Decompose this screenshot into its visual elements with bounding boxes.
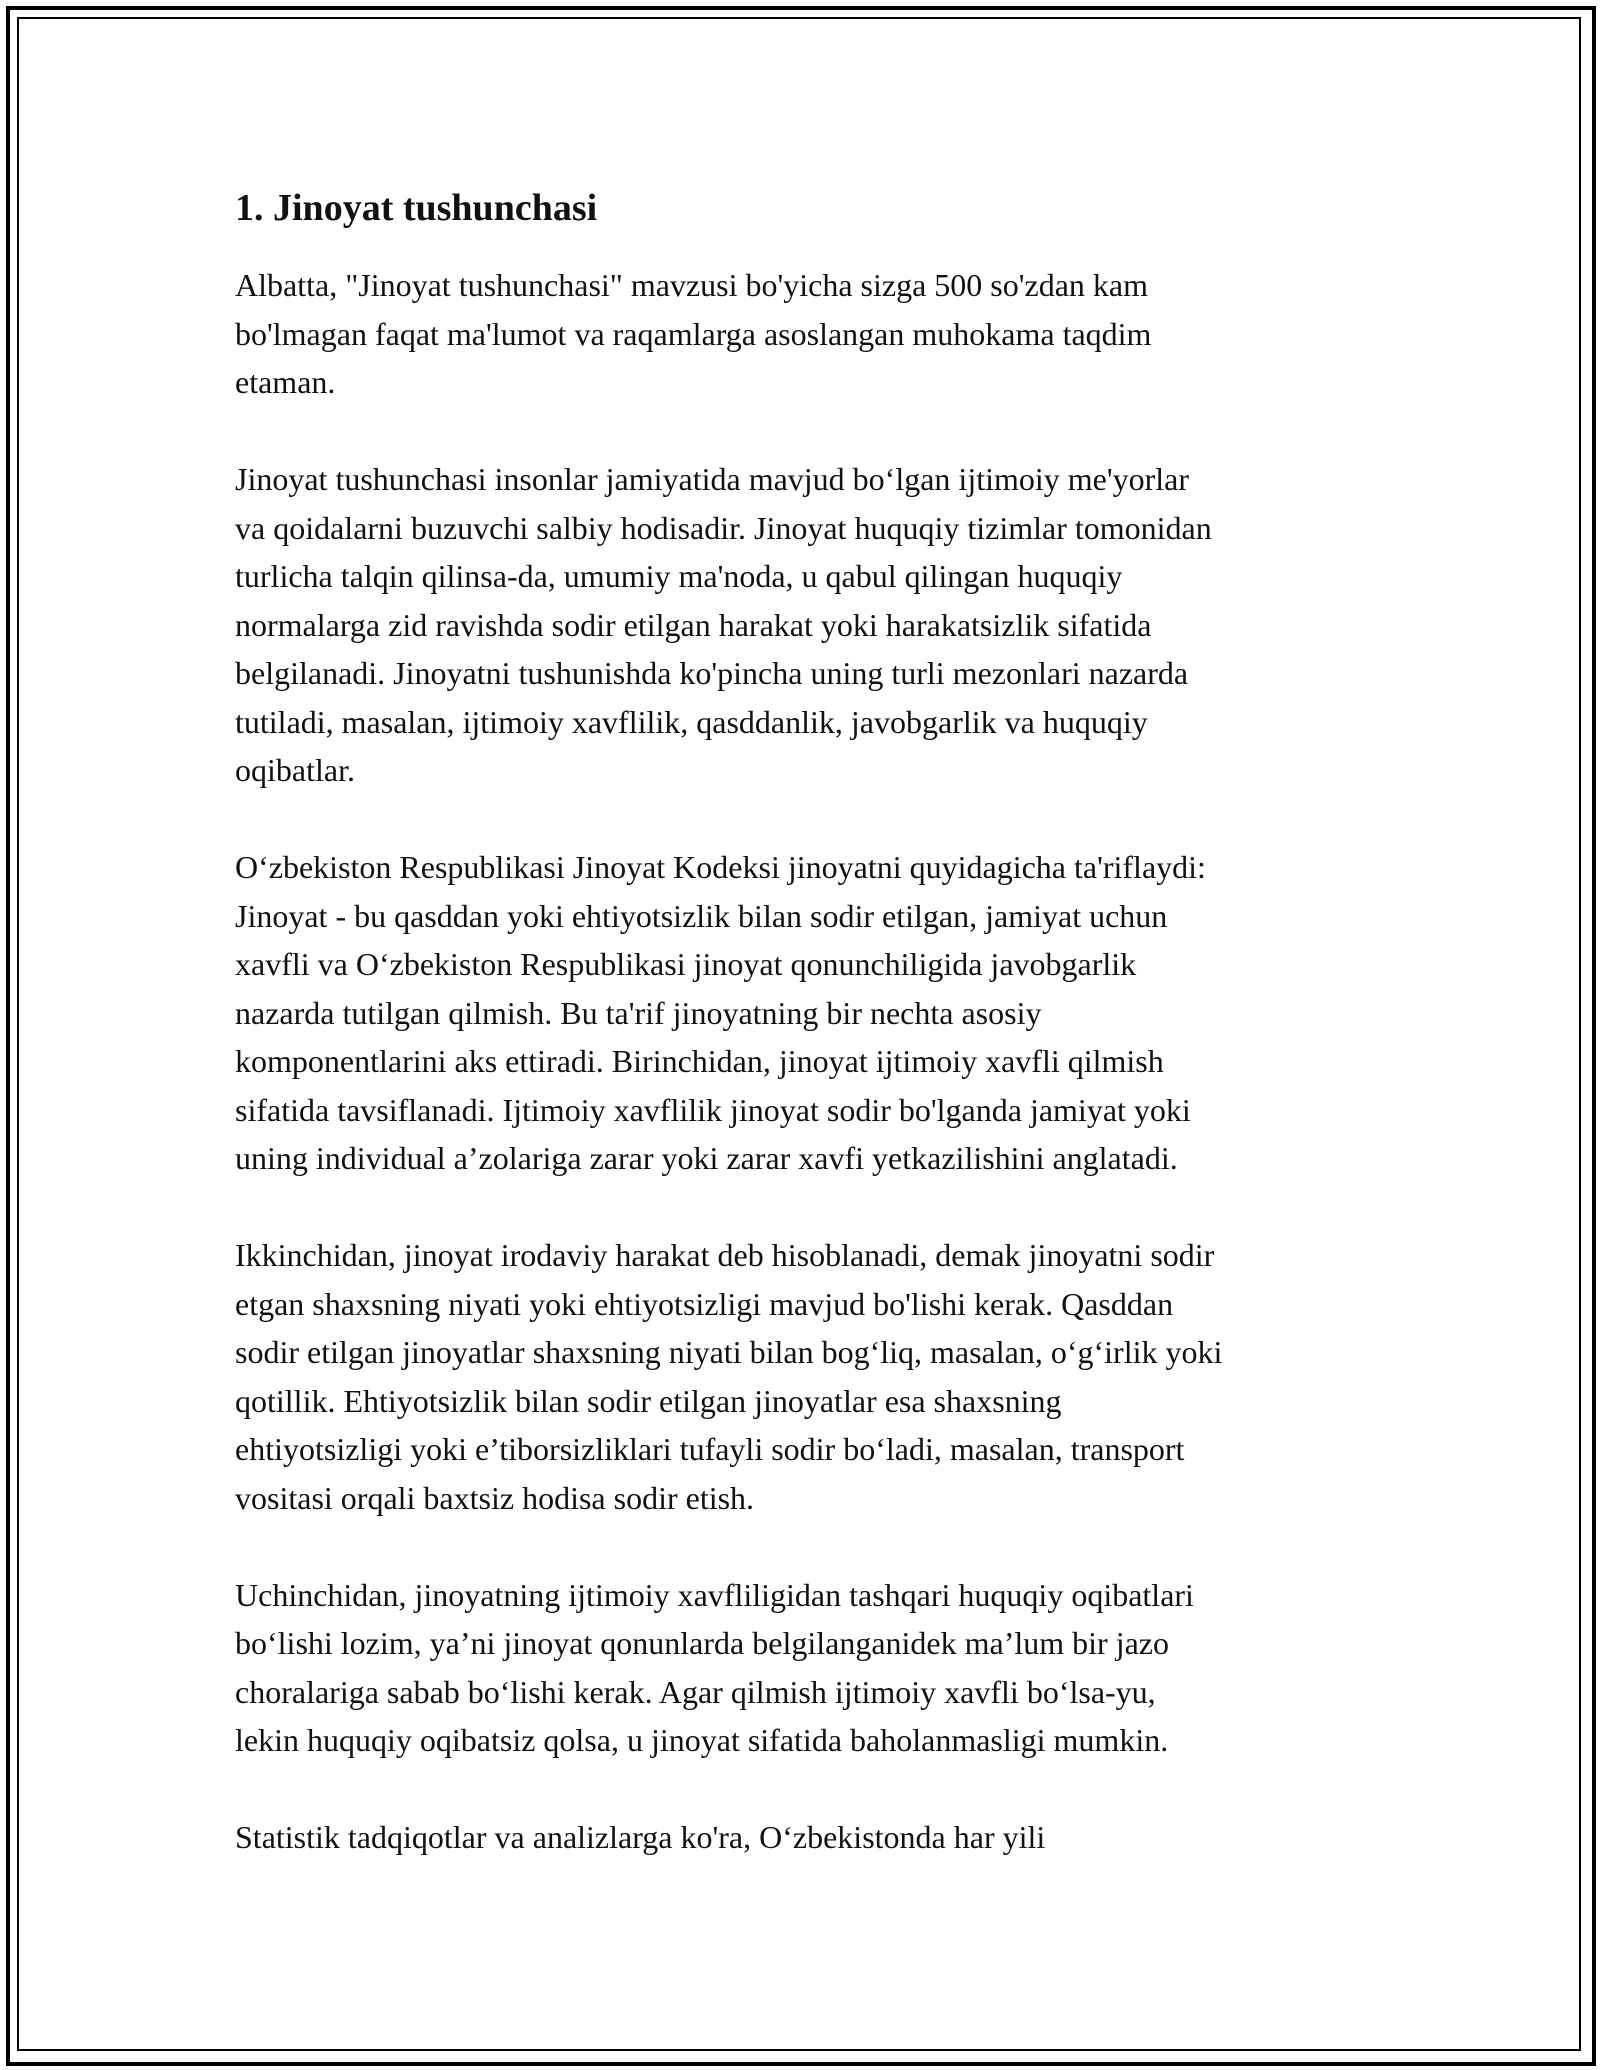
paragraph-intro: Albatta, "Jinoyat tushunchasi" mavzusi bo'yicha sizga 500 so'zdan kam bo'lmagan faqat ma'lumot va raqamlarga asoslangan muhokama taqdim etaman.	[235, 267, 1152, 401]
paragraph-volitional-act: Ikkinchidan, jinoyat irodaviy harakat deb hisoblanadi, demak jinoyatni sodir etgan shaxsning niyati yoki ehtiyotsizligi mavjud bo'lishi kerak. Qasddan sodir etilgan jinoyatlar shaxsning niyati bilan bog‘liq, masalan, o‘g‘irlik yoki qotillik. Ehtiyotsizlik bilan sodir etilgan jinoyatlar esa shaxsning ehtiyotsizligi yoki e’tiborsizliklari tufayli sodir bo‘ladi, masalan, transport vositasi orqali baxtsiz hodisa sodir etish.	[235, 1237, 1223, 1516]
paragraph-criminal-code-definition: O‘zbekiston Respublikasi Jinoyat Kodeksi jinoyatni quyidagicha ta'riflaydi: Jinoyat - bu qasddan yoki ehtiyotsizlik bilan sodir etilgan, jamiyat uchun xavfli va O‘zbekiston Respublikasi jinoyat qonunchiligida javobgarlik nazarda tutilgan qilmish. Bu ta'rif jinoyatning bir nechta asosiy komponentlarini aks ettiradi. Birinchidan, jinoyat ijtimoiy xavfli qilmish sifatida tavsiflanadi. Ijtimoiy xavflilik jinoyat sodir bo'lganda jamiyat yoki uning individual a’zolariga zarar yoki zarar xavfi yetkazilishini anglatadi.	[235, 849, 1206, 1177]
section-heading: 1. Jinoyat tushunchasi	[235, 187, 598, 229]
paragraph-statistics: Statistik tadqiqotlar va analizlarga ko'ra, O‘zbekistonda har yili	[235, 1819, 1046, 1856]
paragraph-legal-consequences: Uchinchidan, jinoyatning ijtimoiy xavfliligidan tashqari huquqiy oqibatlari bo‘lishi lozim, ya’ni jinoyat qonunlarda belgilanganidek ma’lum bir jazo choralariga sabab bo‘lishi kerak. Agar qilmish ijtimoiy xavfli bo‘lsa-yu, lekin huquqiy oqibatsiz qolsa, u jinoyat sifatida baholanmasligi mumkin.	[235, 1576, 1194, 1759]
paragraph-crime-concept: Jinoyat tushunchasi insonlar jamiyatida mavjud bo‘lgan ijtimoiy me'yorlar va qoidalarni buzuvchi salbiy hodisadir. Jinoyat huquqiy tizimlar tomonidan turlicha talqin qilinsa-da, umumiy ma'noda, u qabul qilingan huquqiy normalarga zid ravishda sodir etilgan harakat yoki harakatsizlik sifatida belgilanadi. Jinoyatni tushunishda ko'pincha uning turli mezonlari nazarda tutiladi, masalan, ijtimoiy xavflilik, qasddanlik, javobgarlik va huquqiy oqibatlar.	[235, 461, 1212, 789]
document-body	[235, 182, 1380, 1910]
